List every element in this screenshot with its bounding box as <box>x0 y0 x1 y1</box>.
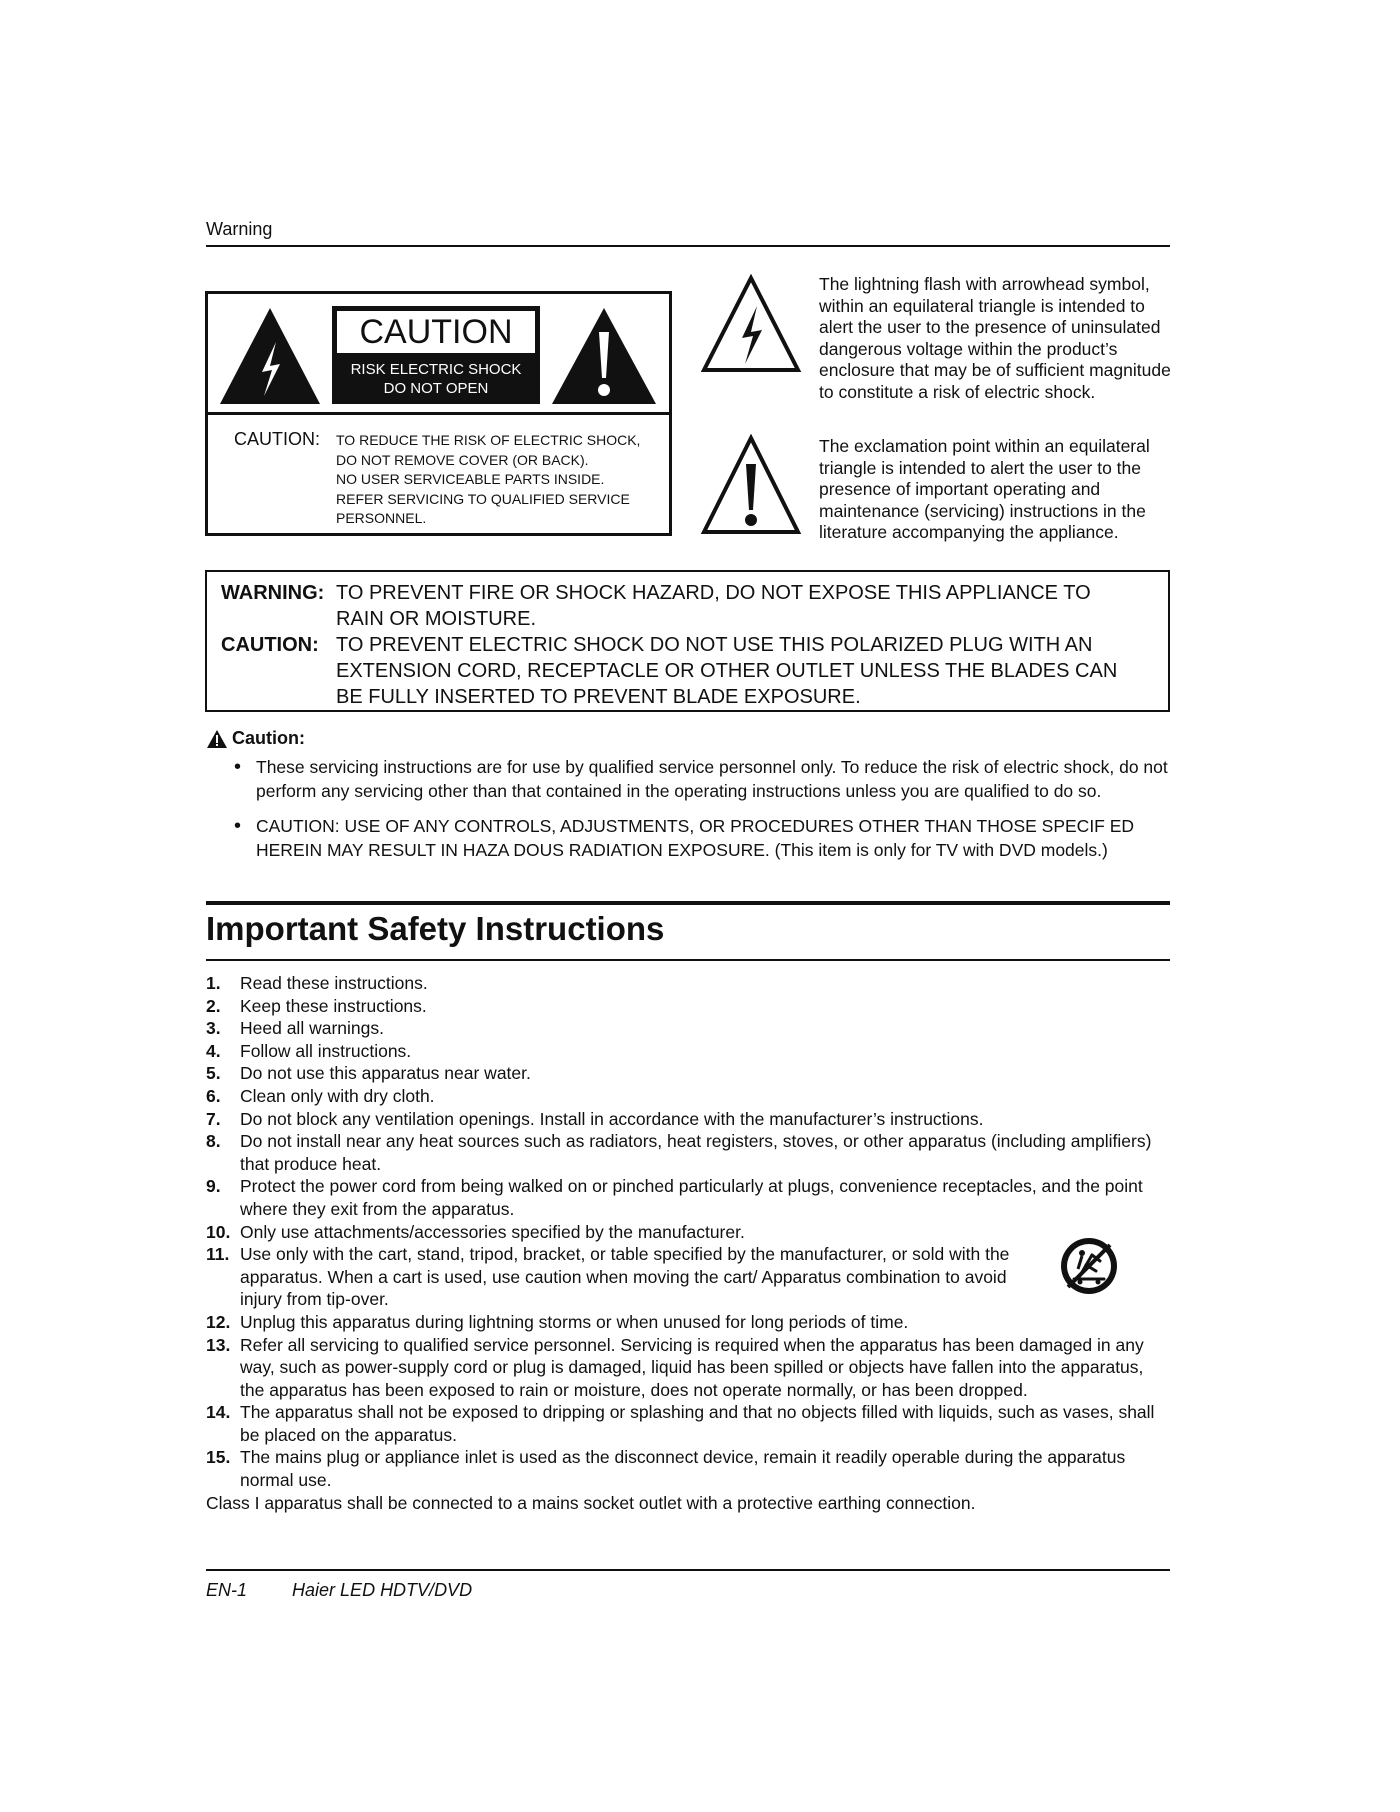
item-text: Do not block any ventilation openings. Install in accordance with the manufacturer’s instructions. <box>240 1108 984 1129</box>
footer <box>206 1580 512 1601</box>
product-name: Haier LED HDTV/DVD <box>292 1580 473 1600</box>
cart-tipover-icon <box>1058 1235 1120 1297</box>
caution-line: NO USER SERVICEABLE PARTS INSIDE. <box>336 471 605 487</box>
item-number: 14. <box>206 1402 231 1423</box>
closing-statement: Class I apparatus shall be connected to a mains socket outlet with a protective earthing connection. <box>206 1492 976 1513</box>
list-item <box>206 1243 1170 1311</box>
caution-label-text: CAUTION: <box>221 634 319 656</box>
list-item <box>206 1446 1170 1491</box>
list-item <box>206 1334 1170 1402</box>
item-number: 1. <box>206 973 221 993</box>
list-item <box>206 1401 1170 1446</box>
caution-line: DO NOT REMOVE COVER (OR BACK). <box>336 451 589 468</box>
caution-line: PERSONNEL. <box>336 510 427 526</box>
caution-plate <box>332 306 540 404</box>
item-number: 12. <box>206 1311 231 1332</box>
item-number: 9. <box>206 1176 221 1197</box>
item-number: 6. <box>206 1085 221 1106</box>
caution-line: TO REDUCE THE RISK OF ELECTRIC SHOCK, <box>336 432 641 448</box>
item-number: 2. <box>206 995 221 1016</box>
list-item <box>206 1108 1170 1131</box>
caution-bullet: • These servicing instructions are for use by qualified service personnel only. To reduce the risk of electric shock, do not perform any servicing other than that contained in the operating instructions unless you are qualified to do so. <box>234 756 1178 803</box>
caution-plate-sub-line2: DO NOT OPEN <box>383 380 489 397</box>
lightning-triangle-icon <box>218 306 322 406</box>
caution-label-box <box>205 291 672 536</box>
exclamation-triangle-icon <box>550 306 658 406</box>
item-number: 3. <box>206 1018 221 1039</box>
footer-rule <box>206 1569 1170 1571</box>
item-text: Follow all instructions. <box>240 1040 412 1061</box>
warning-box <box>205 570 1170 712</box>
header-rule <box>206 245 1170 247</box>
list-item <box>206 972 1170 995</box>
item-text: Do not use this apparatus near water. <box>240 1063 531 1084</box>
list-item <box>206 1085 1170 1108</box>
item-number: 4. <box>206 1040 221 1061</box>
header-label: Warning <box>206 219 273 239</box>
list-item <box>206 1311 1170 1334</box>
list-item <box>206 1221 1170 1244</box>
item-text: Unplug this apparatus during lightning storms or when unused for long periods of time. <box>240 1311 909 1332</box>
caution-label: CAUTION: <box>234 429 321 449</box>
item-number: 13. <box>206 1334 231 1355</box>
section-rule-bottom <box>206 959 1170 961</box>
page-number: EN-1 <box>206 1580 248 1600</box>
item-text: Heed all warnings. <box>240 1018 384 1039</box>
exclamation-symbol-description: The exclamation point within an equilateral triangle is intended to alert the user to the presence of important operating and maintenance (servicing) instructions in the literature accompanying the appliance. <box>819 436 1150 542</box>
item-text: Do not install near any heat sources such as radiators, heat registers, stoves, or other apparatus (including amplifiers) that produce heat. <box>240 1131 1152 1174</box>
item-text: Refer all servicing to qualified service personnel. Servicing is required when the apparatus has been damaged in any way, such as power-supply cord or plug is damaged, liquid has been spilled or objects have fallen into the apparatus, the apparatus has been exposed to rain or moisture, does not operate normally, or has been dropped. <box>240 1334 1144 1400</box>
item-number: 10. <box>206 1221 231 1242</box>
item-text: Clean only with dry cloth. <box>240 1085 435 1106</box>
list-item <box>206 995 1170 1018</box>
warning-triangle-icon <box>206 729 228 749</box>
warning-text: TO PREVENT FIRE OR SHOCK HAZARD, DO NOT EXPOSE THIS APPLIANCE TO RAIN OR MOISTURE. <box>336 582 1091 630</box>
caution-heading <box>206 728 305 749</box>
item-text: Only use attachments/accessories specified by the manufacturer. <box>240 1221 745 1242</box>
warning-label-text: WARNING: <box>221 582 325 604</box>
item-number: 7. <box>206 1108 221 1129</box>
section-rule-top <box>206 901 1170 905</box>
item-text: Use only with the cart, stand, tripod, bracket, or table specified by the manufacturer, or sold with the apparatus. When a cart is used, use caution when moving the cart/ Apparatus combination to avoid injury from tip-over. <box>240 1244 1010 1310</box>
item-text: Keep these instructions. <box>240 995 427 1016</box>
caution-plate-title: CAUTION <box>337 311 535 353</box>
item-text: Protect the power cord from being walked on or pinched particularly at plugs, convenience receptacles, and the point where they exit from the apparatus. <box>240 1176 1143 1219</box>
item-text: Read these instructions. <box>240 973 428 993</box>
caution-heading-text: Caution: <box>232 728 305 748</box>
caution-bullet: • CAUTION: USE OF ANY CONTROLS, ADJUSTMENTS, OR PROCEDURES OTHER THAN THOSE SPECIF ED HEREIN MAY RESULT IN HAZA DOUS RADIATION EXPOSURE. (This item is only for TV with DVD models.) <box>234 815 1178 862</box>
list-item <box>206 1175 1170 1220</box>
caution-instructions <box>336 431 656 529</box>
lightning-symbol-icon <box>700 274 802 374</box>
item-number: 5. <box>206 1063 221 1084</box>
list-item <box>206 1130 1170 1175</box>
item-number: 11. <box>206 1244 230 1265</box>
list-item <box>206 1017 1170 1040</box>
item-text: The mains plug or appliance inlet is used as the disconnect device, remain it readily operable during the apparatus normal use. <box>240 1447 1126 1491</box>
item-number: 8. <box>206 1131 221 1152</box>
caution-warning-label <box>221 632 336 658</box>
caution-bullet-list <box>234 756 1178 874</box>
caution-plate-sub-line1: RISK ELECTRIC SHOCK <box>350 361 522 378</box>
caution-text: TO PREVENT ELECTRIC SHOCK DO NOT USE THIS POLARIZED PLUG WITH AN EXTENSION CORD, RECEPTACLE OR OTHER OUTLET UNLESS THE BLADES CAN BE FULLY INSERTED TO PREVENT BLADE EXPOSURE. <box>336 634 1118 708</box>
exclamation-symbol-icon <box>700 434 802 536</box>
warning-label <box>221 580 336 606</box>
item-number: 15. <box>206 1447 231 1468</box>
safety-instructions-list <box>206 972 1170 1514</box>
list-item <box>206 1040 1170 1063</box>
item-text: The apparatus shall not be exposed to dripping or splashing and that no objects filled with liquids, such as vases, shall be placed on the apparatus. <box>240 1402 1155 1445</box>
caution-plate-subtitle <box>332 360 540 398</box>
list-item <box>206 1062 1170 1085</box>
caution-box-divider <box>208 412 669 415</box>
caution-line: REFER SERVICING TO QUALIFIED SERVICE <box>336 490 630 507</box>
lightning-symbol-description: The lightning flash with arrowhead symbol, within an equilateral triangle is intended to alert the user to the presence of uninsulated dangerous voltage within the product’s enclosure that may be of sufficient magnitude to constitute a risk of electric shock. <box>819 274 1171 402</box>
section-title: Important Safety Instructions <box>206 910 665 947</box>
